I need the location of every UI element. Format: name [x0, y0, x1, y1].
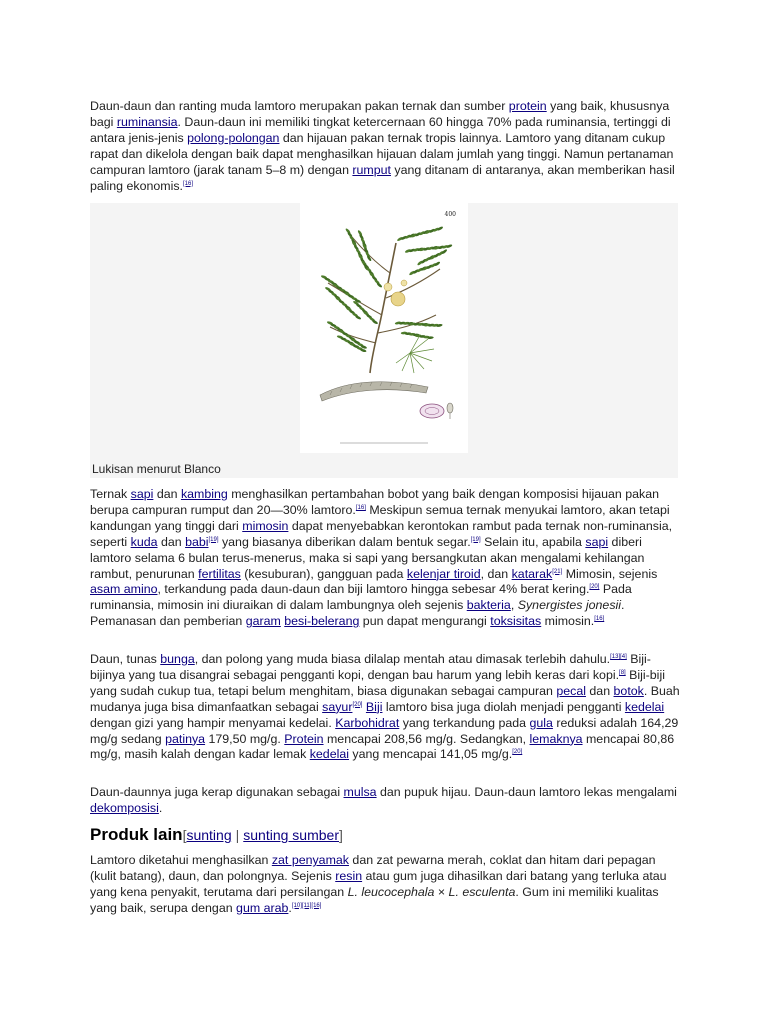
text: Mimosin, sejenis	[562, 566, 658, 581]
citation-16[interactable]: [16]	[355, 504, 366, 511]
link-zat-penyamak[interactable]: zat penyamak	[271, 853, 349, 867]
paragraph-mulch	[90, 785, 680, 817]
link-besi-belerang[interactable]: besi-belerang	[284, 614, 360, 629]
leucaena-plant-drawing	[300, 203, 468, 453]
text: dapat menyebabkan kerontokan rambut pada ternak non-ruminansia, seperti	[90, 518, 673, 549]
text: Biji-biji yang sudah cukup tua, tetapi belum menghitam, biasa digunakan sebagai campuran	[90, 667, 665, 698]
text: lamtoro bisa juga diolah menjadi pengganti	[382, 699, 625, 714]
text: dan pupuk hijau. Daun-daun lamtoro lekas mengalami	[376, 785, 677, 799]
link-katarak[interactable]: katarak	[511, 566, 553, 581]
paragraph-other-products	[90, 853, 680, 917]
citation-19[interactable]: [19]	[470, 536, 481, 543]
link-kedelai[interactable]: kedelai	[309, 747, 349, 762]
link-biji[interactable]: Biji	[365, 699, 383, 714]
text: dan	[585, 683, 614, 698]
text: mencapai 80,86 mg/g, masih kalah dengan kadar lemak	[90, 731, 675, 762]
text: dan hijauan pakan ternak tropis lainnya. Lamtoro yang ditanam cukup rapat dan dikelola dengan baik dapat menghasilkan hijauan dalam jumlah yang tinggi. Namun pertanaman campuran lamtoro (jarak tanam 5–8 m) dengan	[90, 130, 674, 177]
text: menghasilkan pertambahan bobot yang baik dengan komposisi hijauan pakan berupa campuran rumput dan 20—30% lamtoro.	[90, 487, 659, 517]
citation-10-11-16[interactable]: [10][11][16]	[291, 902, 322, 909]
text: ×	[434, 884, 449, 899]
paragraph-food-use	[90, 652, 680, 763]
edit-source-link[interactable]: sunting sumber	[243, 827, 339, 843]
link-bunga[interactable]: bunga	[160, 652, 195, 666]
citation-20[interactable]: [20]	[352, 701, 363, 708]
citation-20[interactable]: [20]	[512, 749, 523, 756]
link-babi[interactable]: babi	[185, 534, 209, 549]
link-botok[interactable]: botok	[613, 683, 644, 698]
text: Pada ruminansia, mimosin ini diuraikan di dalam lambungnya oleh sejenis	[90, 582, 632, 613]
text: dan	[157, 534, 186, 549]
citation-21[interactable]: [21]	[552, 568, 563, 575]
text: Selain itu, apabila	[480, 534, 586, 549]
text: Biji-bijinya yang tua disangrai sebagai pengganti kopi, dengan bau harum yang lebih keras dari kopi.	[90, 652, 651, 682]
link-garam[interactable]: garam	[245, 614, 281, 629]
link-toksisitas[interactable]: toksisitas	[490, 614, 542, 629]
link-protein[interactable]: protein	[508, 99, 547, 113]
link-rumput[interactable]: rumput	[352, 162, 391, 177]
link-ruminansia[interactable]: ruminansia	[116, 114, 178, 129]
link-lemaknya[interactable]: lemaknya	[529, 731, 583, 746]
citation-16[interactable]: [16]	[594, 616, 605, 623]
bracket: [	[182, 827, 187, 843]
citation-8[interactable]: [8]	[619, 669, 626, 676]
text: , dan	[480, 566, 512, 581]
separator: |	[235, 827, 240, 843]
citation-16[interactable]: [16]	[182, 180, 193, 187]
link-sapi[interactable]: sapi	[585, 534, 609, 549]
plate-number: 400	[444, 211, 456, 218]
link-mulsa[interactable]: mulsa	[343, 785, 377, 799]
text: (kesuburan), gangguan pada	[240, 566, 407, 581]
text: diberi lamtoro selama 6 bulan terus-menerus, maka si sapi yang bersangkutan akan mengalami kehilangan rambut, penurunan	[90, 534, 645, 581]
paragraph-fodder	[90, 99, 680, 194]
text: . Buah mudanya juga bisa dimanfaatkan sebagai	[90, 683, 680, 714]
text: . Pemanasan dan pemberian	[90, 598, 625, 629]
section-title: Produk lain	[90, 825, 183, 844]
text: . Gum ini memiliki kualitas yang baik, serupa dengan	[90, 884, 659, 915]
bracket: ]	[338, 827, 343, 843]
text: Lamtoro diketahui menghasilkan	[90, 853, 272, 867]
link-sayur[interactable]: sayur	[322, 699, 353, 714]
figure-lamtoro-illustration	[90, 203, 678, 478]
link-sapi[interactable]: sapi	[130, 487, 154, 501]
text: .	[158, 800, 163, 815]
species-name: Synergistes jonesii	[517, 598, 622, 613]
link-karbohidrat[interactable]: Karbohidrat	[335, 715, 400, 730]
text: reduksi adalah 164,29 mg/g sedang	[90, 715, 679, 746]
figure-caption: Lukisan menurut Blanco	[92, 462, 221, 476]
link-dekomposisi[interactable]: dekomposisi	[90, 800, 159, 815]
text: dengan gizi yang hampir menyamai kedelai.	[90, 715, 336, 730]
link-resin[interactable]: resin	[335, 868, 363, 883]
paragraph-livestock	[90, 487, 680, 630]
link-gula[interactable]: gula	[529, 715, 553, 730]
text: yang biasanya diberikan dalam bentuk segar.	[218, 534, 471, 549]
text: dan zat pewarna merah, coklat dan hitam dari pepagan (kulit batang), daun, dan polongnya. Sejenis	[90, 853, 656, 883]
text: mencapai 208,56 mg/g. Sedangkan,	[323, 731, 530, 746]
citation-19[interactable]: [19]	[208, 536, 219, 543]
text: yang ditanam di antaranya, akan memberikan hasil paling ekonomis.	[90, 162, 675, 193]
link-bakteria[interactable]: bakteria	[466, 598, 511, 613]
link-gum-arab[interactable]: gum arab	[236, 900, 289, 915]
text: Daun, tunas	[90, 652, 161, 666]
botanical-illustration	[300, 203, 468, 453]
text: .	[288, 900, 292, 915]
link-protein[interactable]: Protein	[284, 731, 324, 746]
text: Daun-daun dan ranting muda lamtoro merupakan pakan ternak dan sumber	[90, 99, 509, 113]
link-pecal[interactable]: pecal	[556, 683, 586, 698]
text: atau gum juga dihasilkan dari batang yang terluka atau yang kena penyakit, terutama dari persilangan	[90, 868, 667, 899]
text: pun dapat mengurangi	[359, 614, 491, 629]
link-kedelai[interactable]: kedelai	[624, 699, 665, 714]
edit-section-links	[183, 827, 343, 843]
link-patinya[interactable]: patinya	[165, 731, 206, 746]
species-name: L. leucocephala	[347, 884, 435, 899]
text: . Daun-daun ini memiliki tingkat ketercernaan 60 hingga 70% pada ruminansia, tertinggi di antara jenis-jenis	[90, 114, 671, 145]
link-polong-polongan[interactable]: polong-polongan	[187, 130, 280, 145]
edit-link[interactable]: sunting	[186, 827, 232, 843]
link-mimosin[interactable]: mimosin	[242, 518, 289, 533]
text: ,	[510, 598, 518, 613]
text: , terkandung pada daun-daun dan biji lamtoro hingga sebesar 4% berat kering.	[157, 582, 590, 597]
text: yang mencapai 141,05 mg/g.	[348, 747, 513, 762]
text: dan	[153, 487, 181, 501]
link-kambing[interactable]: kambing	[180, 487, 228, 501]
section-heading-produk-lain	[90, 824, 343, 846]
text: mimosin.	[541, 614, 595, 629]
text: 179,50 mg/g.	[205, 731, 285, 746]
text: Daun-daunnya juga kerap digunakan sebagai	[90, 785, 344, 799]
citation-4[interactable]: [4]	[620, 654, 627, 660]
text: yang terkandung pada	[399, 715, 530, 730]
link-fertilitas[interactable]: fertilitas	[198, 566, 241, 581]
link-kelenjar-tiroid[interactable]: kelenjar tiroid	[406, 566, 481, 581]
text: , dan polong yang muda biasa dilalap mentah atau dimasak terlebih dahulu.	[194, 652, 611, 666]
citation-20[interactable]: [20]	[589, 584, 600, 591]
link-kuda[interactable]: kuda	[130, 534, 158, 549]
text: Meskipun semua ternak menyukai lamtoro, akan tetapi kandungan yang tinggi dari	[90, 502, 670, 533]
text: Ternak	[90, 487, 131, 501]
text: yang baik, khususnya bagi	[90, 99, 670, 129]
link-asam-amino[interactable]: asam amino	[90, 582, 158, 597]
citation-13[interactable]: [13]	[610, 654, 621, 660]
species-name: L. esculenta	[448, 884, 516, 899]
